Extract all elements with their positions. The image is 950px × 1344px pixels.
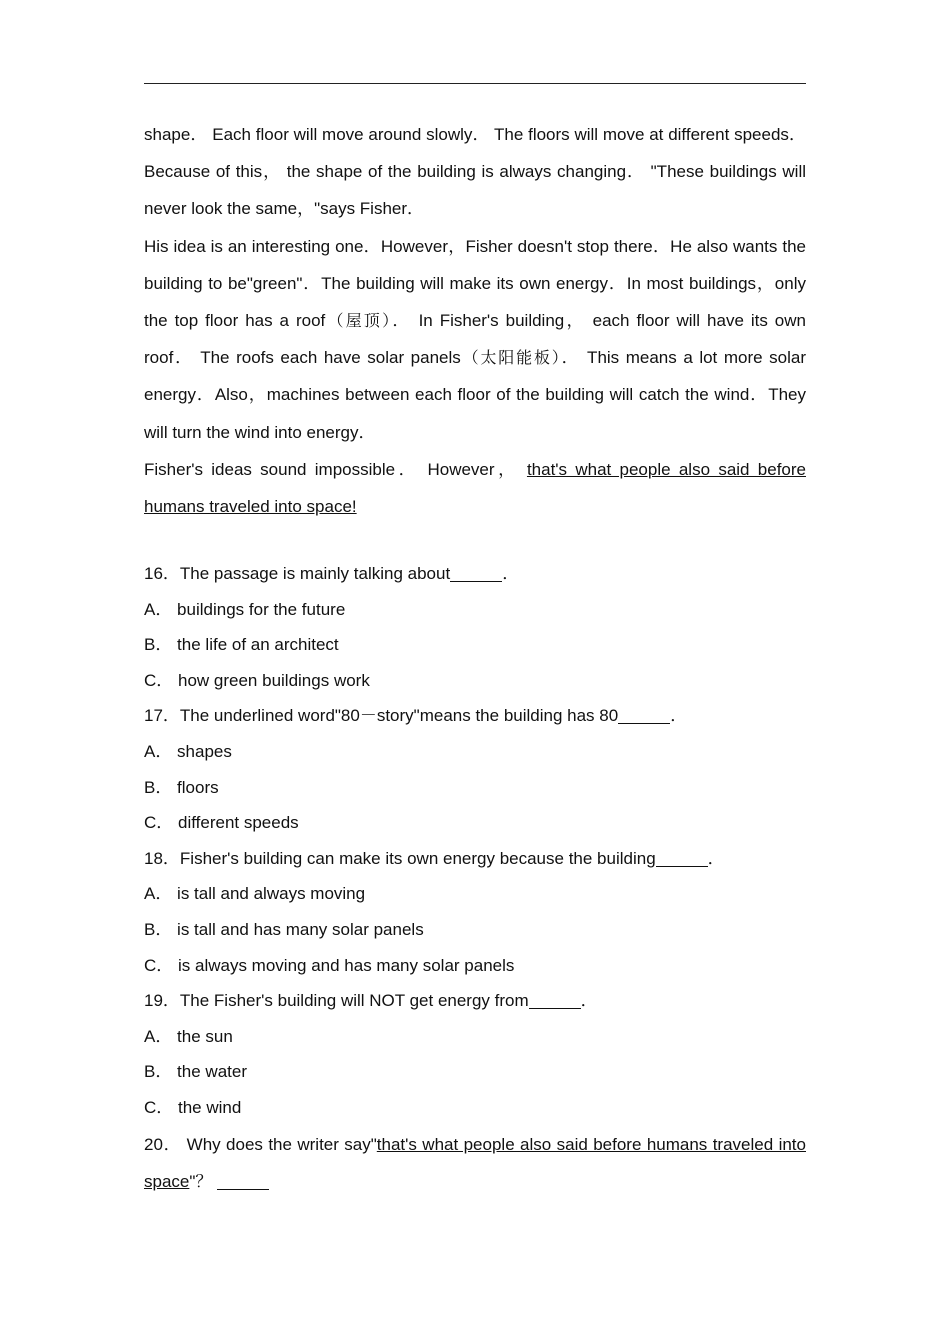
passage-p2-text-a: His idea is an interesting one．However，Fisher doesn't stop there．He also wants the building to be"green"．The building will make its own energy．In most buildings，only the top floor has a roof	[144, 236, 806, 331]
passage-p3-text: Fisher's ideas sound impossible． However，	[144, 459, 527, 479]
passage-p2-text-c: ． This means a lot more solar energy．Also，machines between each floor of the building will catch the wind．They will turn the wind into energy．	[144, 348, 806, 442]
question-19-option-a[interactable]: A． the sun	[144, 1026, 233, 1046]
question-19-option-b[interactable]: B． the water	[144, 1062, 247, 1082]
underlined-quote: that's what people also said before humans traveled into space	[144, 1134, 806, 1191]
question-16-stem: 16．The passage is mainly talking about ．	[144, 564, 520, 583]
question-17-option-b[interactable]: B． floors	[144, 777, 219, 797]
question-text: 17．The underlined word"80－story"means the building has 80	[144, 706, 619, 726]
answer-blank[interactable]	[656, 849, 708, 867]
answer-blank[interactable]	[618, 706, 670, 724]
question-list	[144, 556, 806, 1200]
question-16-option-c[interactable]: C． how green buildings work	[144, 670, 370, 690]
question-17-stem: 17．The underlined word"80－story"means the building has 80 ．	[144, 706, 688, 726]
question-text: 19．The Fisher's building will NOT get energy from	[144, 991, 529, 1011]
question-17-option-c[interactable]: C． different speeds	[144, 813, 299, 833]
answer-blank[interactable]	[529, 991, 581, 1009]
question-18-option-b[interactable]: B． is tall and has many solar panels	[144, 919, 424, 939]
question-19-option-c[interactable]: C． the wind	[144, 1097, 242, 1117]
question-text: 18．Fisher's building can make its own energy because the building	[144, 848, 656, 868]
question-18-option-c[interactable]: C． is always moving and has many solar panels	[144, 955, 515, 975]
passage-p2-text-b: ． In Fisher's building， each floor will have its own roof． The roofs each have solar panels	[144, 311, 806, 368]
question-18-stem: 18．Fisher's building can make its own energy because the building ．	[144, 848, 725, 868]
question-17-option-a[interactable]: A． shapes	[144, 741, 232, 761]
question-text: 16．The passage is mainly talking about	[144, 564, 451, 583]
passage-p2-chinese-gloss-solar: （太阳能板）	[460, 348, 562, 368]
answer-blank[interactable]	[217, 1172, 269, 1190]
passage-paragraph-1: shape． Each floor will move around slowly． The floors will move at different speeds． Because of this， the shape of the building is always changing． "These buildings will never look the same，"says Fisher．	[144, 125, 806, 219]
passage-paragraph-2	[144, 228, 806, 451]
underlined-sentence: that's what people also said before humans traveled into space!	[144, 459, 806, 517]
question-16-option-b[interactable]: B． the life of an architect	[144, 635, 339, 655]
question-19-stem: 19．The Fisher's building will NOT get energy from ．	[144, 991, 598, 1011]
question-18-option-a[interactable]: A． is tall and always moving	[144, 884, 366, 904]
question-16-option-a[interactable]: A． buildings for the future	[144, 599, 346, 619]
passage-p2-chinese-gloss-roof: （屋顶）	[325, 311, 393, 331]
passage-paragraph-3	[144, 451, 806, 525]
question-text: 20． Why does the writer say"	[144, 1134, 377, 1154]
reading-passage	[144, 116, 806, 525]
header-rule	[144, 83, 806, 84]
question-20-stem: 20． Why does the writer say"that's what people also said before humans traveled into space"？	[144, 1134, 806, 1191]
answer-blank[interactable]	[450, 564, 502, 582]
